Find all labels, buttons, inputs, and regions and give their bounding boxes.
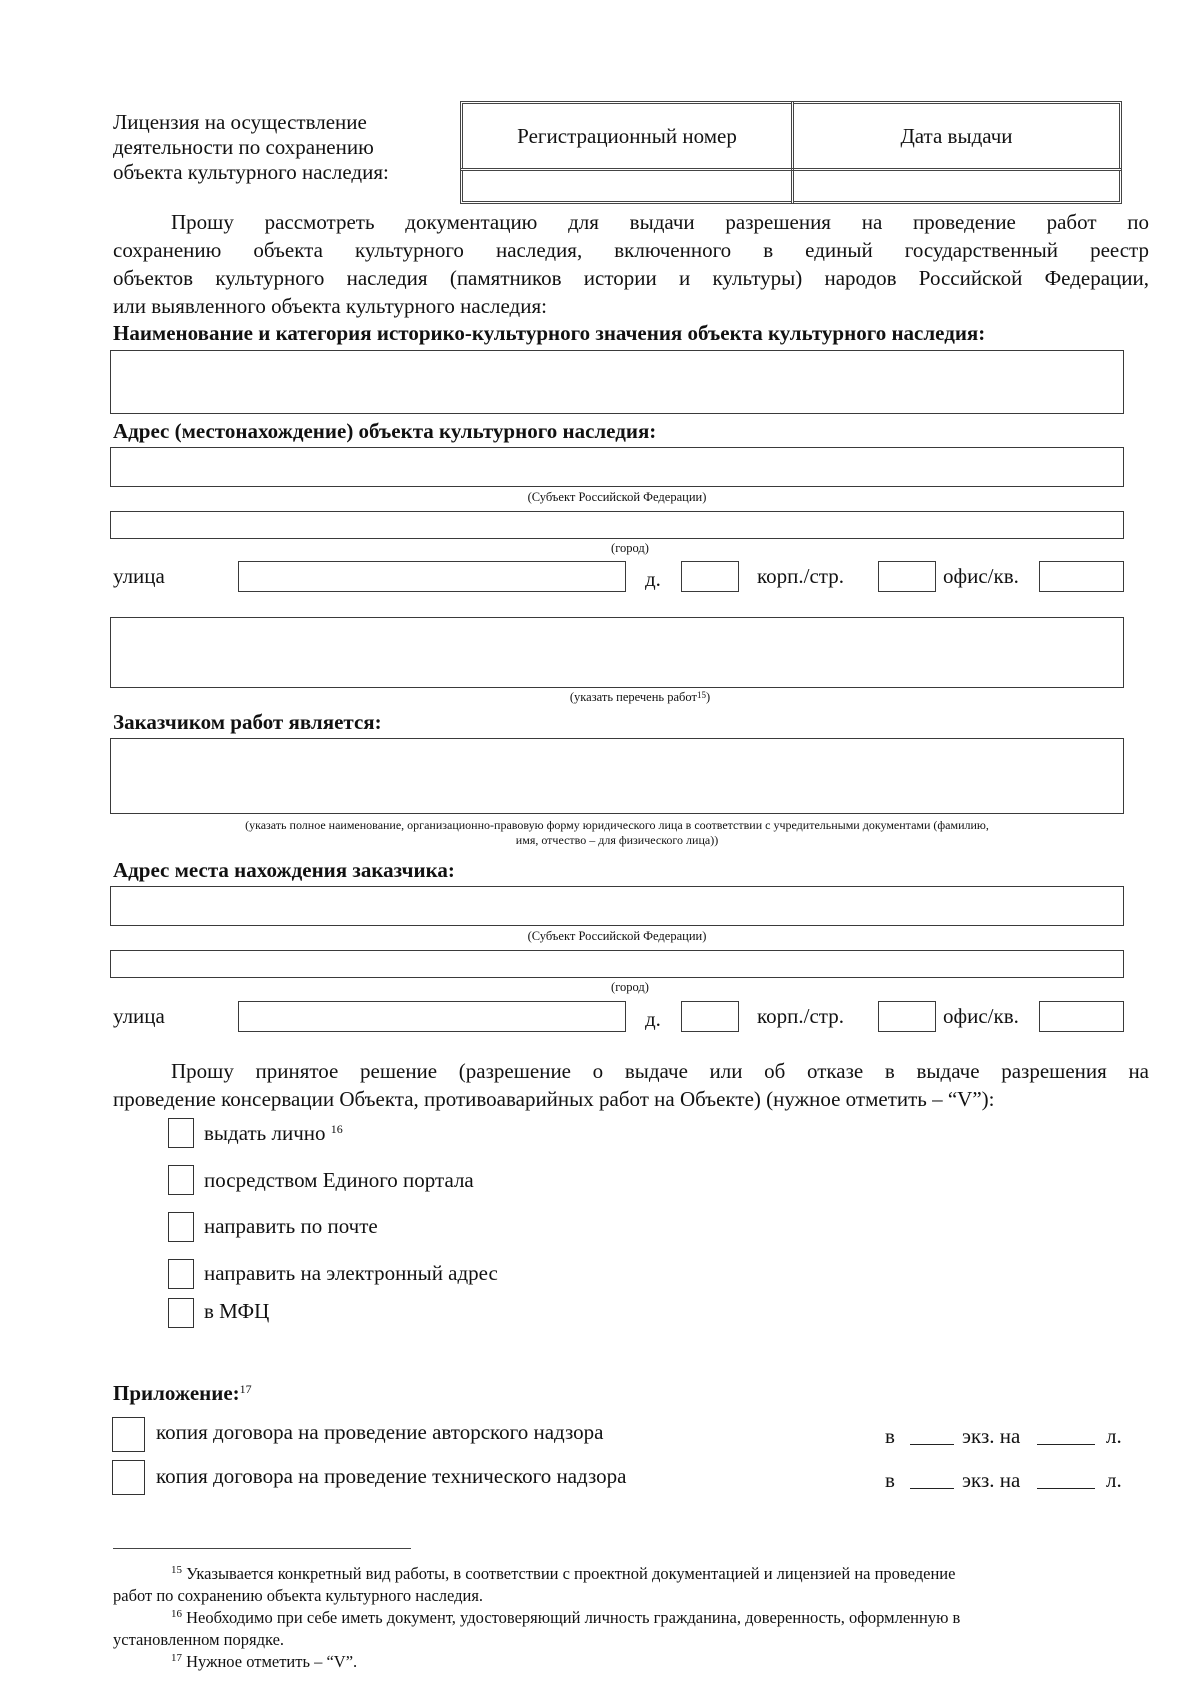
appendix-item-2-in: в	[885, 1468, 895, 1492]
object-building-field[interactable]	[878, 561, 936, 592]
customer-house-field[interactable]	[681, 1001, 739, 1032]
object-office-field[interactable]	[1039, 561, 1124, 592]
customer-city-field[interactable]	[110, 950, 1124, 978]
customer-street-label: улица	[113, 1004, 165, 1028]
appendix-item-2-copies-label: экз. на	[962, 1468, 1021, 1492]
customer-office-label: офис/кв.	[943, 1004, 1019, 1028]
object-name-field[interactable]	[110, 350, 1124, 414]
object-house-field[interactable]	[681, 561, 739, 592]
object-street-label: улица	[113, 564, 165, 588]
object-office-label: офис/кв.	[943, 564, 1019, 588]
object-building-label: корп./стр.	[757, 564, 844, 588]
option-mail-checkbox[interactable]	[168, 1212, 194, 1242]
works-caption: (указать перечень работ$^{15}$)	[569, 690, 711, 704]
customer-office-field[interactable]	[1039, 1001, 1124, 1032]
appendix-item-2-checkbox[interactable]	[112, 1460, 145, 1495]
appendix-item-1-sheets-label: л.	[1106, 1424, 1122, 1448]
request-paragraph: Прошу рассмотреть документацию для выдачи разрешения на проведение работ по сохранению объекта культурного наследия, включенного в единый государственный реестр объектов культурного наследия (памятников истории и культуры) народов Российской Федерации, или выявленного объекта культурного наследия:	[113, 210, 1149, 318]
appendix-item-2-sheets-field[interactable]	[1037, 1488, 1095, 1489]
option-mail-label: направить по почте	[204, 1214, 378, 1238]
footnote-15: $^{15}$ Указывается конкретный вид работы, в соответствии с проектной документацией и лицензией на проведение работ по сохранению объекта культурного наследия.	[113, 1564, 956, 1605]
footnote-separator	[113, 1548, 411, 1549]
footnote-17: $^{17}$ Нужное отметить – “V”.	[171, 1652, 358, 1671]
appendix-item-1-label: копия договора на проведение авторского надзора	[156, 1420, 604, 1444]
appendix-item-1-in: в	[885, 1424, 895, 1448]
option-email-checkbox[interactable]	[168, 1259, 194, 1289]
license-date-field[interactable]	[791, 168, 1122, 204]
object-subject-field[interactable]	[110, 447, 1124, 487]
option-portal-label: посредством Единого портала	[204, 1168, 474, 1192]
license-reg-header: Регистрационный номер	[460, 101, 794, 171]
footnotes	[113, 1563, 1149, 1673]
customer-subject-field[interactable]	[110, 886, 1124, 926]
customer-field[interactable]	[110, 738, 1124, 814]
appendix-item-1-sheets-field[interactable]	[1037, 1444, 1095, 1445]
object-subject-caption: (Субъект Российской Федерации)	[527, 490, 707, 504]
option-in-person-label: выдать лично $^{16}$	[204, 1121, 343, 1145]
appendix-item-2-label: копия договора на проведение технического надзора	[156, 1464, 627, 1488]
customer-address-heading: Адрес места нахождения заказчика:	[113, 858, 455, 882]
appendix-item-1-copies-label: экз. на	[962, 1424, 1021, 1448]
appendix-item-1-checkbox[interactable]	[112, 1417, 145, 1452]
option-email-label: направить на электронный адрес	[204, 1261, 498, 1285]
appendix-heading: Приложение:$^{17}$	[113, 1381, 252, 1405]
customer-building-label: корп./стр.	[757, 1004, 844, 1028]
object-city-caption: (город)	[611, 541, 649, 555]
customer-subject-caption: (Субъект Российской Федерации)	[527, 929, 707, 943]
object-address-heading: Адрес (местонахождение) объекта культурного наследия:	[113, 419, 657, 443]
customer-house-label: д.	[645, 1007, 661, 1031]
works-list-field[interactable]	[110, 617, 1124, 688]
license-date-header: Дата выдачи	[791, 101, 1122, 171]
customer-heading: Заказчиком работ является:	[113, 710, 382, 734]
appendix-item-2-copies-field[interactable]	[910, 1488, 954, 1489]
license-label: Лицензия на осуществление деятельности по сохранению объекта культурного наследия:	[113, 110, 389, 184]
license-reg-field[interactable]	[460, 168, 794, 204]
customer-building-field[interactable]	[878, 1001, 936, 1032]
option-mfc-checkbox[interactable]	[168, 1298, 194, 1328]
option-portal-checkbox[interactable]	[168, 1165, 194, 1195]
decision-paragraph: Прошу принятое решение (разрешение о выдаче или об отказе в выдаче разрешения на проведение консервации Объекта, противоаварийных работ на Объекте) (нужное отметить – “V”):	[113, 1059, 1149, 1111]
object-name-heading: Наименование и категория историко-культурного значения объекта культурного наследия:	[113, 321, 986, 345]
object-city-field[interactable]	[110, 511, 1124, 539]
customer-city-caption: (город)	[611, 980, 649, 994]
appendix-item-2-sheets-label: л.	[1106, 1468, 1122, 1492]
option-mfc-label: в МФЦ	[204, 1299, 270, 1323]
customer-caption: (указать полное наименование, организационно-правовую форму юридического лица в соответствии с учредительными документами (фамилию, имя, отчество – для физического лица))	[245, 818, 989, 847]
appendix-item-1-copies-field[interactable]	[910, 1444, 954, 1445]
footnote-16: $^{16}$ Необходимо при себе иметь документ, удостоверяющий личность гражданина, доверенность, оформленную в установленном порядке.	[113, 1608, 961, 1649]
option-in-person-checkbox[interactable]	[168, 1118, 194, 1148]
object-street-field[interactable]	[238, 561, 626, 592]
customer-street-field[interactable]	[238, 1001, 626, 1032]
object-house-label: д.	[645, 567, 661, 591]
